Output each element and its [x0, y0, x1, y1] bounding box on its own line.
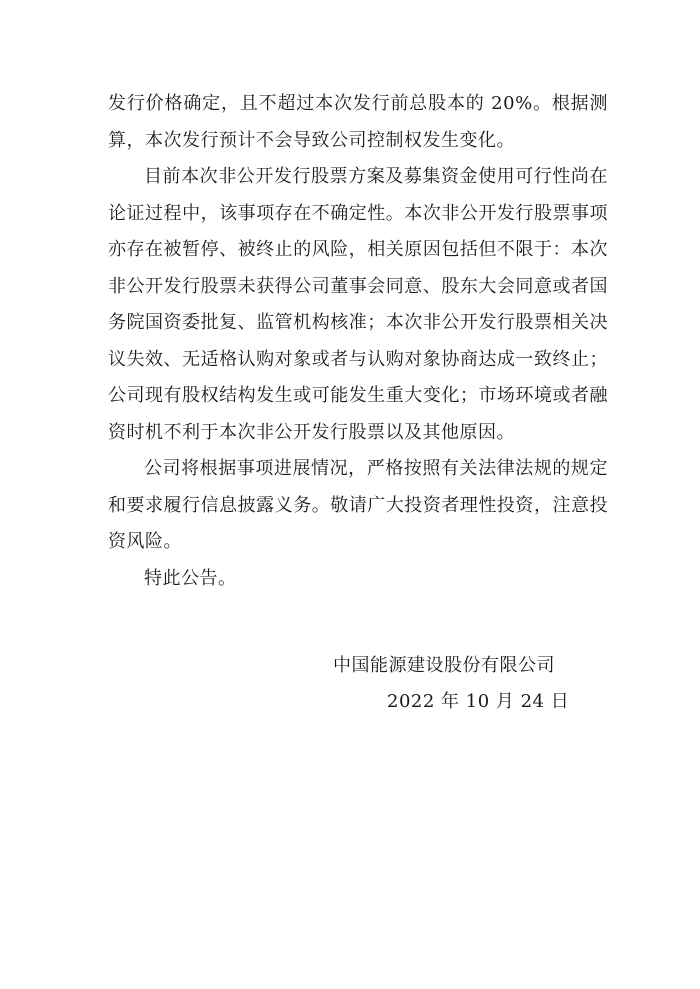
signature-date: 2022 年 10 月 24 日: [387, 691, 570, 712]
paragraph-issue-price: 发行价格确定，且不超过本次发行前总股本的 20%。根据测算，本次发行预计不会导致公司控制权发生变化。: [108, 93, 608, 151]
paragraph-disclosure-obligation: 公司将根据事项进展情况，严格按照有关法律法规的规定和要求履行信息披露义务。敬请广大投资者理性投资，注意投资风险。: [108, 458, 608, 552]
paragraph-uncertainty-risk: 目前本次非公开发行股票方案及募集资金使用可行性尚在论证过程中，该事项存在不确定性。本次非公开发行股票事项亦存在被暂停、被终止的风险，相关原因包括但不限于：本次非公开发行股票未获得公司董事会同意、股东大会同意或者国务院国资委批复、监管机构核准；本次非公开发行股票相关决议失效、无适格认购对象或者与认购对象协商达成一致终止；公司现有股权结构发生或可能发生重大变化；市场环境或者融资时机不利于本次非公开发行股票以及其他原因。: [108, 166, 608, 443]
document-body: [108, 86, 608, 597]
signature-company: 中国能源建设股份有限公司: [333, 655, 555, 676]
paragraph-closing: 特此公告。: [144, 567, 237, 589]
